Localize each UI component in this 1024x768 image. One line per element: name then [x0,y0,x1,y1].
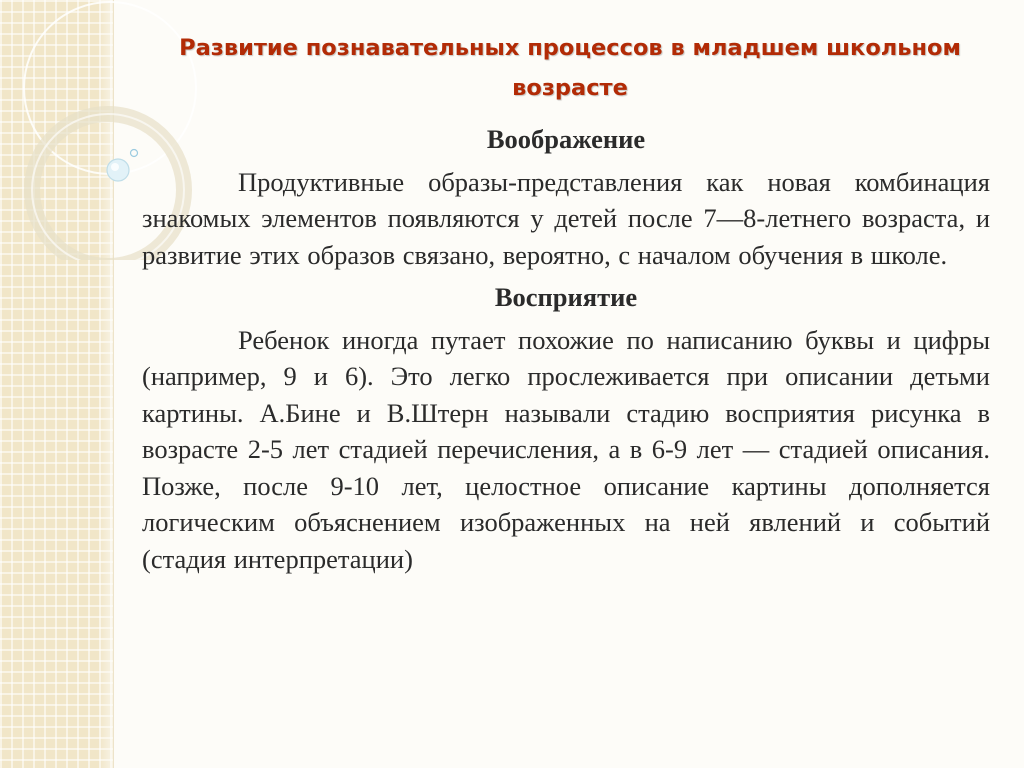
section-heading-imagination: Воображение [486,124,646,154]
decorative-side-strip [0,0,114,768]
section-text-perception: Ребенок иногда путает похожие по написанию буквы и цифры (например, 9 и 6). Это легко прослеживается при описании детьми картины. А.Бине и В.Штерн называли стадию восприятия рисунка в возрасте 2-5 лет стадией перечисления, а в 6-9 лет — стадией описания. Позже, после 9-10 лет, целостное описание картины дополняется логическим объяснением изображенных на ней явлений и событий (стадия интерпретации) [142,324,990,574]
section-heading-perception: Восприятие [494,282,638,312]
slide-title: Развитие познавательных процессов в младшем школьном возрасте [179,35,961,101]
section-text-imagination: Продуктивные образы-представления как новая комбинация знакомых элементов появляются у детей после 7—8-летнего возраста, и развитие этих образов связано, вероятно, с началом обучения в школе. [142,166,990,270]
slide-content [142,121,990,577]
